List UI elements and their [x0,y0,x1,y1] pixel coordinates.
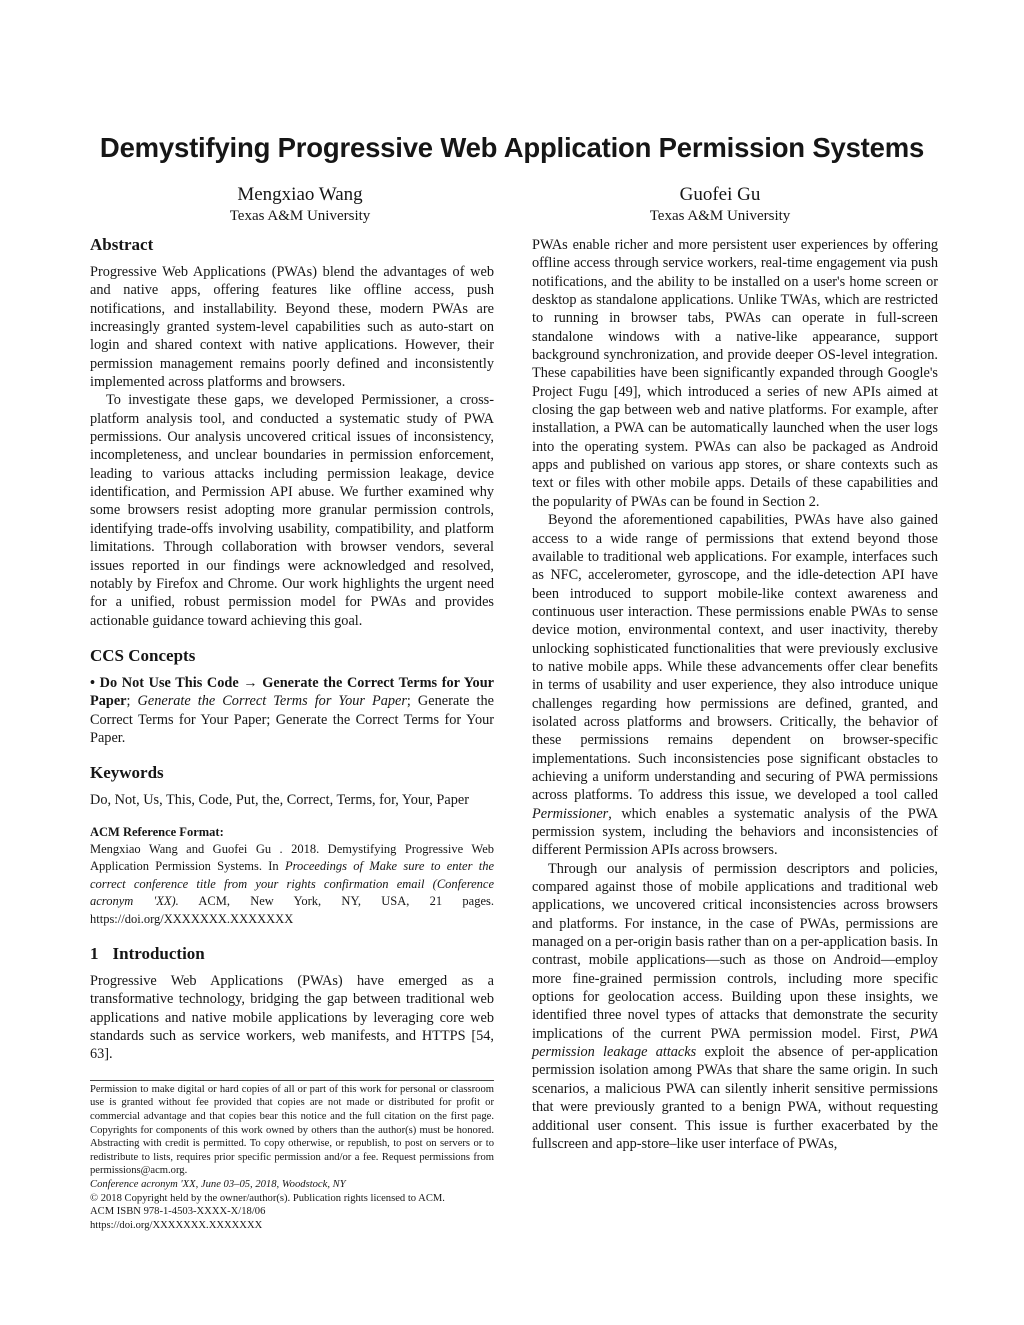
tool-name: Permissioner [532,805,609,822]
paper-title: Demystifying Progressive Web Application Permission Systems [99,132,925,163]
reference-proceedings: Proceedings of Make sure to enter the correct conference title from your rights confirmation email (Conference acronym 'XX). [90,859,494,909]
abstract-paragraph-1: Progressive Web Applications (PWAs) blend the advantages of web and native apps, offering features like offline access, push notifications, and installability. Beyond these, modern PWAs are increasingly granted system-level capabilities such as auto-start on login and shared context with native applications. However, their permission management remains poorly defined and inconsistently implemented across platforms and browsers. [90,264,494,391]
footnote-divider [90,1080,494,1081]
ccs-italic-terms: Generate the Correct Terms for Your Paper [137,693,407,710]
abstract-heading: Abstract [90,235,154,254]
paragraph-text: Through our analysis of permission descriptors and policies, compared against those of mobile applications and traditional web applications, we uncovered critical inconsistencies across browsers and platforms. For instance, in the case of PWAs, permissions are managed on a per-origin basis rather than on a per-application basis. In contrast, mobile applications—such as those on Android—employ more fine-grained permission controls, including more specific options for geolocation access. Building upon these insights, we identified three novel types of attacks that demonstrate the security implications of the current PWA permission model. First, [532,860,938,1042]
permission-statement: Permission to make digital or hard copies of all or part of this work for personal or classroom use is granted without fee provided that copies are not made or distributed for profit or commercial advantage and that copies bear this notice and the full citation on the first page. Copyrights for components of this work owned by others than the author(s) must be honored. Abstracting with credit is permitted. To copy otherwise, or republish, to post on servers or to redistribute to lists, requires prior specific permission and/or a fee. Request permissions from permissions@acm.org. [90,1083,494,1177]
reference-format-heading: ACM Reference Format: [90,824,224,839]
author-name: Guofei Gu [679,184,761,205]
left-column [90,235,494,1232]
ccs-text [90,674,494,747]
author-affiliation: Texas A&M University [229,208,371,224]
attack-name: PWA permission leakage attacks [532,1025,938,1061]
author-affiliation: Texas A&M University [649,208,791,224]
conference-info [90,1178,494,1192]
keywords-heading: Keywords [90,763,164,783]
keywords-text: Do, Not, Us, This, Code, Put, the, Correct, Terms, for, Your, Paper [90,792,469,809]
permission-footnote [90,1083,494,1233]
section-title: Introduction [112,944,205,964]
isbn-line: ACM ISBN 978-1-4503-XXXX-X/18/06 [90,1206,266,1218]
introduction-section [90,944,494,1064]
doi-link[interactable]: https://doi.org/XXXXXXX.XXXXXXX [90,1219,263,1231]
ccs-separator: ; [126,693,138,710]
introduction-paragraph-1: Progressive Web Applications (PWAs) have emerged as a transformative technology, bridging the gap between traditional web applications and native mobile applications by leveraging core web standards such as service workers, web manifests, and HTTPS [54, 63]. [90,973,494,1063]
keywords-section [90,763,494,809]
reference-text-part: Mengxiao Wang and Guofei Gu . 2018. Demystifying Progressive Web Application Permission Systems. In [90,841,494,874]
reference-text-part: ACM, New York, NY, USA, 21 pages. https://doi.org/XXXXXXX.XXXXXXX [90,894,494,926]
author-block-1 [90,184,510,226]
paragraph-text: , which enables a systematic analysis of the PWA permission system, including the behaviors and inconsistencies of different Permission APIs across browsers. [532,805,938,859]
author-block-2 [510,184,930,226]
copyright-line: © 2018 Copyright held by the owner/author(s). Publication rights licensed to ACM. [90,1192,445,1204]
paragraph-text: exploit the absence of per-application permission isolation among PWAs that share the same origin. In such scenarios, a malicious PWA can silently inherit sensitive permissions that were previously granted to a benign PWA, without requesting additional user consent. This issue is further exacerbated by the fullscreen and app-store–like user interface of PWAs, [532,1044,938,1152]
ccs-concepts-section [90,646,494,747]
right-paragraph-2 [532,511,938,860]
conference-line: Conference acronym 'XX, June 03–05, 2018, Woodstock, NY [90,1178,346,1190]
author-name: Mengxiao Wang [237,184,363,205]
right-column [532,235,938,1153]
ccs-rest: ; Generate the Correct Terms for Your Paper; Generate the Correct Terms for Your Paper. [90,693,494,746]
introduction-heading [90,944,494,964]
right-paragraph-3 [532,860,938,1154]
abstract-paragraph-2: To investigate these gaps, we developed Permissioner, a cross-platform analysis tool, and conducted a systematic study of PWA permissions. Our analysis uncovered critical issues of inconsistency, incompleteness, and unclear boundaries in permission enforcement, leading to various attacks including permission leakage, device identification, and Permission API abuse. We further examined why some browsers resist adopting more granular permission controls, identifying trade-offs involving usability, compatibility, and platform limitations. Through collaboration with browser vendors, several issues reported in our findings were acknowledged and resolved, notably by Firefox and Chrome. Our work highlights the urgent need for a unified, robust permission model for PWAs and provides actionable guidance toward achieving this goal. [90,392,494,629]
right-paragraph-1: PWAs enable richer and more persistent user experiences by offering offline access through service workers, real-time engagement via push notifications, and the ability to be installed on a user's home screen or desktop as standalone applications. Unlike TWAs, which are restricted to running in browser tabs, PWAs can operate in full-screen standalone windows with a native-like appearance, support background synchronization, and provide deeper OS-level integration. These capabilities have been significantly expanded through Google's Project Fugu [49], which introduced a series of new APIs aimed at closing the gap between web and native platforms. For example, after installation, a PWA can be automatically launched when the user logs into the operating system. PWAs can also be packaged as Android apps and published on various app stores, or share contexts such as text or files with other mobile apps. Details of these capabilities and the popularity of PWAs can be found in Section 2. [532,237,938,510]
paragraph-text: Beyond the aforementioned capabilities, PWAs have also gained access to a wide range of permissions that extend beyond those available to traditional web applications. For example, interfaces such as NFC, accelerometer, gyroscope, and the idle-detection API have been introduced to support mobile-like context awareness and continuous user interaction. These permissions enable PWAs to sense device motion, environmental context, and user inactivity, thereby unlocking sophisticated functionalities that were previously exclusive to native mobile apps. While these advancements offer clear benefits in terms of usability and user experience, they also introduce unique challenges regarding how permissions are defined, granted, and isolated across platforms and browsers. Critically, the behavior of these permissions remains dependent on browser-specific implementations. Such inconsistencies pose significant obstacles to achieving a uniform understanding and securing of PWA permissions across platforms. To address this issue, we developed a tool called [532,512,938,804]
ccs-heading: CCS Concepts [90,645,196,665]
section-number: 1 [90,944,99,964]
reference-format-text [90,841,494,929]
ccs-bold-terms: • Do Not Use This Code → Generate the Correct Terms for Your Paper [90,674,494,710]
